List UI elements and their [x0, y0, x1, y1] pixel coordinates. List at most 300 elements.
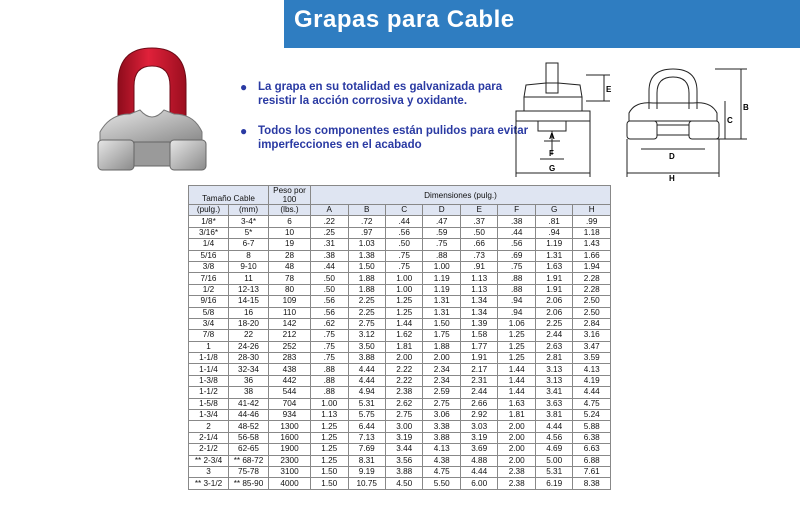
- table-cell: 1600: [269, 432, 311, 443]
- table-cell: 1.31: [535, 250, 572, 261]
- table-cell: 9-10: [229, 261, 269, 272]
- table-cell: 2300: [269, 455, 311, 466]
- table-cell: 10: [269, 227, 311, 238]
- page-title: Grapas para Cable: [294, 6, 515, 33]
- table-cell: 3.47: [573, 341, 611, 352]
- table-cell: 1.19: [423, 284, 460, 295]
- unit-mm-header: (mm): [229, 205, 269, 216]
- table-cell: 1.50: [423, 318, 460, 329]
- table-cell: 2.06: [535, 307, 572, 318]
- table-cell: 2.00: [423, 353, 460, 364]
- table-cell: 544: [269, 387, 311, 398]
- table-cell: 1.44: [385, 318, 422, 329]
- table-cell: 3/4: [189, 318, 229, 329]
- table-cell: 4.50: [385, 478, 422, 489]
- table-cell: .25: [311, 227, 348, 238]
- table-cell: 1.63: [535, 261, 572, 272]
- table-cell: .66: [460, 239, 497, 250]
- table-cell: .31: [311, 239, 348, 250]
- table-cell: 7/16: [189, 273, 229, 284]
- table-cell: .88: [423, 250, 460, 261]
- table-cell: 2: [189, 421, 229, 432]
- table-cell: .72: [348, 216, 385, 227]
- table-cell: 6.00: [460, 478, 497, 489]
- table-row: [189, 227, 611, 238]
- table-cell: .50: [460, 227, 497, 238]
- table-cell: 3: [189, 466, 229, 477]
- table-cell: .75: [311, 341, 348, 352]
- table-cell: 3.19: [385, 432, 422, 443]
- table-cell: .50: [311, 284, 348, 295]
- table-cell: 38: [229, 387, 269, 398]
- table-row: [189, 478, 611, 489]
- table-cell: 8: [229, 250, 269, 261]
- table-cell: 2.28: [573, 273, 611, 284]
- dim-col-header: C: [385, 205, 422, 216]
- table-cell: 2.34: [423, 364, 460, 375]
- table-cell: 2.22: [385, 375, 422, 386]
- table-cell: 438: [269, 364, 311, 375]
- table-cell: 1.18: [573, 227, 611, 238]
- table-cell: 6.44: [348, 421, 385, 432]
- dim-label: G: [549, 164, 556, 173]
- table-cell: 78: [269, 273, 311, 284]
- table-cell: 9/16: [189, 296, 229, 307]
- table-cell: 4.69: [535, 444, 572, 455]
- table-row: [189, 318, 611, 329]
- table-cell: 6.88: [573, 455, 611, 466]
- front-view-diagram: [625, 65, 755, 183]
- table-cell: 1.50: [348, 261, 385, 272]
- table-cell: 3.44: [385, 444, 422, 455]
- table-cell: 2.62: [385, 398, 422, 409]
- table-cell: 3/16*: [189, 227, 229, 238]
- table-cell: 5.31: [535, 466, 572, 477]
- table-cell: 4.44: [535, 421, 572, 432]
- table-row: [189, 307, 611, 318]
- table-cell: 4.44: [348, 375, 385, 386]
- table-cell: 2.06: [535, 296, 572, 307]
- table-cell: 109: [269, 296, 311, 307]
- table-cell: 1.44: [498, 364, 535, 375]
- dim-col-header: H: [573, 205, 611, 216]
- table-cell: 1.34: [460, 307, 497, 318]
- table-cell: 3.38: [423, 421, 460, 432]
- table-cell: 1.50: [311, 478, 348, 489]
- unit-inch-header: (pulg.): [189, 205, 229, 216]
- table-cell: 11: [229, 273, 269, 284]
- table-row: [189, 273, 611, 284]
- table-cell: 1.38: [348, 250, 385, 261]
- table-cell: .50: [385, 239, 422, 250]
- table-row: [189, 387, 611, 398]
- table-cell: 2.25: [348, 307, 385, 318]
- table-cell: 2.66: [460, 398, 497, 409]
- table-cell: 7.61: [573, 466, 611, 477]
- table-cell: .94: [498, 296, 535, 307]
- table-cell: 4.19: [573, 375, 611, 386]
- table-cell: 10.75: [348, 478, 385, 489]
- table-cell: .94: [498, 307, 535, 318]
- dim-label: H: [669, 174, 675, 183]
- table-cell: 1: [189, 341, 229, 352]
- table-cell: 1.03: [348, 239, 385, 250]
- table-cell: 5.00: [535, 455, 572, 466]
- table-cell: 1.94: [573, 261, 611, 272]
- table-row: [189, 353, 611, 364]
- table-cell: 2.00: [385, 353, 422, 364]
- table-cell: 1-1/4: [189, 364, 229, 375]
- table-cell: 2.28: [573, 284, 611, 295]
- table-cell: 1-5/8: [189, 398, 229, 409]
- table-cell: 1.25: [385, 307, 422, 318]
- table-cell: 2.75: [385, 410, 422, 421]
- table-row: [189, 466, 611, 477]
- table-cell: .56: [498, 239, 535, 250]
- table-cell: 1.81: [498, 410, 535, 421]
- table-cell: 2.75: [348, 318, 385, 329]
- table-cell: 22: [229, 330, 269, 341]
- table-cell: 5/8: [189, 307, 229, 318]
- table-cell: .44: [385, 216, 422, 227]
- table-cell: .75: [385, 261, 422, 272]
- table-cell: 1-1/2: [189, 387, 229, 398]
- dim-col-header: F: [498, 205, 535, 216]
- table-cell: 1.34: [460, 296, 497, 307]
- table-cell: 2.38: [498, 466, 535, 477]
- dim-label: F: [549, 149, 554, 158]
- table-cell: 3.69: [460, 444, 497, 455]
- table-row: [189, 364, 611, 375]
- table-cell: 4.44: [460, 466, 497, 477]
- table-cell: 16: [229, 307, 269, 318]
- table-cell: 2.17: [460, 364, 497, 375]
- table-cell: ** 3-1/2: [189, 478, 229, 489]
- table-cell: 252: [269, 341, 311, 352]
- table-cell: 2.38: [385, 387, 422, 398]
- table-cell: 1-3/8: [189, 375, 229, 386]
- dimensions-header: Dimensiones (pulg.): [311, 186, 611, 205]
- dim-label: D: [669, 152, 675, 161]
- title-banner: [284, 0, 800, 48]
- table-cell: 80: [269, 284, 311, 295]
- table-cell: 1.44: [498, 387, 535, 398]
- table-cell: 56-58: [229, 432, 269, 443]
- table-cell: 5.31: [348, 398, 385, 409]
- table-cell: 6-7: [229, 239, 269, 250]
- table-cell: 41-42: [229, 398, 269, 409]
- table-row: [189, 375, 611, 386]
- table-cell: 62-65: [229, 444, 269, 455]
- table-cell: 1.25: [498, 353, 535, 364]
- table-cell: 5/16: [189, 250, 229, 261]
- table-cell: .44: [311, 261, 348, 272]
- table-cell: .94: [535, 227, 572, 238]
- table-cell: 1.91: [535, 273, 572, 284]
- table-cell: 934: [269, 410, 311, 421]
- table-cell: 4.44: [573, 387, 611, 398]
- table-cell: .62: [311, 318, 348, 329]
- table-cell: 5.50: [423, 478, 460, 489]
- table-cell: .38: [311, 250, 348, 261]
- table-cell: 1.13: [311, 410, 348, 421]
- cable-clamp-photo: [90, 44, 215, 179]
- table-cell: 8.31: [348, 455, 385, 466]
- table-cell: 19: [269, 239, 311, 250]
- table-cell: 3.59: [573, 353, 611, 364]
- table-cell: .56: [311, 296, 348, 307]
- table-row: [189, 398, 611, 409]
- table-cell: .88: [311, 375, 348, 386]
- table-cell: 442: [269, 375, 311, 386]
- table-cell: 1/2: [189, 284, 229, 295]
- table-cell: 1/8*: [189, 216, 229, 227]
- table-cell: 2.25: [348, 296, 385, 307]
- dim-col-header: D: [423, 205, 460, 216]
- table-cell: 2.00: [498, 444, 535, 455]
- table-cell: 4.75: [573, 398, 611, 409]
- table-cell: 3.88: [385, 466, 422, 477]
- table-cell: 4.88: [460, 455, 497, 466]
- table-cell: .81: [535, 216, 572, 227]
- table-row: [189, 455, 611, 466]
- dim-label: C: [727, 116, 733, 125]
- table-cell: .88: [311, 387, 348, 398]
- feature-item: ● Todos los componentes están pulidos para evitar imperfecciones en el acabado: [240, 124, 529, 151]
- table-cell: 2.92: [460, 410, 497, 421]
- table-cell: 3.06: [423, 410, 460, 421]
- table-cell: 5.24: [573, 410, 611, 421]
- table-cell: .50: [311, 273, 348, 284]
- table-cell: 14-15: [229, 296, 269, 307]
- table-cell: 1.43: [573, 239, 611, 250]
- table-cell: 1.25: [498, 330, 535, 341]
- table-cell: 2.00: [498, 455, 535, 466]
- table-row: [189, 239, 611, 250]
- table-cell: .75: [498, 261, 535, 272]
- table-cell: 48-52: [229, 421, 269, 432]
- table-cell: 2.31: [460, 375, 497, 386]
- table-row: [189, 284, 611, 295]
- table-cell: 24-26: [229, 341, 269, 352]
- table-cell: 1.75: [423, 330, 460, 341]
- table-cell: 1.00: [423, 261, 460, 272]
- table-cell: 704: [269, 398, 311, 409]
- table-cell: .75: [311, 353, 348, 364]
- table-cell: 5.88: [573, 421, 611, 432]
- table-cell: 1.00: [385, 284, 422, 295]
- table-cell: .47: [423, 216, 460, 227]
- table-cell: 4.13: [423, 444, 460, 455]
- table-cell: .88: [498, 273, 535, 284]
- table-cell: 1.88: [348, 284, 385, 295]
- table-cell: 1.88: [423, 341, 460, 352]
- table-cell: 3.12: [348, 330, 385, 341]
- table-cell: .75: [385, 250, 422, 261]
- table-row: [189, 432, 611, 443]
- table-cell: 7/8: [189, 330, 229, 341]
- table-cell: 1.44: [498, 375, 535, 386]
- table-cell: 28-30: [229, 353, 269, 364]
- table-body: [189, 216, 611, 489]
- table-cell: 5*: [229, 227, 269, 238]
- table-cell: 5.75: [348, 410, 385, 421]
- table-cell: 1.25: [311, 421, 348, 432]
- table-cell: 2.84: [573, 318, 611, 329]
- table-cell: 4000: [269, 478, 311, 489]
- table-cell: 2.25: [535, 318, 572, 329]
- table-cell: 1.77: [460, 341, 497, 352]
- table-cell: 2.38: [498, 478, 535, 489]
- table-cell: 1.91: [460, 353, 497, 364]
- table-cell: 7.13: [348, 432, 385, 443]
- table-cell: 3.00: [385, 421, 422, 432]
- table-cell: 3.63: [535, 398, 572, 409]
- table-cell: 1.62: [385, 330, 422, 341]
- table-cell: .91: [460, 261, 497, 272]
- table-cell: 3.19: [460, 432, 497, 443]
- table-cell: 1.88: [348, 273, 385, 284]
- table-cell: .22: [311, 216, 348, 227]
- table-cell: .99: [573, 216, 611, 227]
- bullet-icon: ●: [240, 80, 248, 94]
- table-row: [189, 421, 611, 432]
- table-cell: 2.00: [498, 432, 535, 443]
- table-cell: 1-3/4: [189, 410, 229, 421]
- unit-lbs-header: (lbs.): [269, 205, 311, 216]
- table-cell: 1.13: [460, 284, 497, 295]
- table-cell: 1.25: [311, 432, 348, 443]
- table-cell: .56: [385, 227, 422, 238]
- table-cell: 1.63: [498, 398, 535, 409]
- table-cell: 3.88: [348, 353, 385, 364]
- table-cell: 28: [269, 250, 311, 261]
- dim-label: E: [606, 85, 612, 94]
- table-row: [189, 341, 611, 352]
- dim-label: A: [549, 132, 555, 141]
- table-cell: ** 68-72: [229, 455, 269, 466]
- table-cell: 2.00: [498, 421, 535, 432]
- table-cell: 1.19: [535, 239, 572, 250]
- table-cell: 36: [229, 375, 269, 386]
- table-cell: 4.44: [348, 364, 385, 375]
- table-cell: 1.39: [460, 318, 497, 329]
- table-cell: 1.58: [460, 330, 497, 341]
- side-view-diagram: [510, 55, 625, 185]
- table-cell: .59: [423, 227, 460, 238]
- table-cell: 2.50: [573, 296, 611, 307]
- table-cell: 212: [269, 330, 311, 341]
- table-cell: 18-20: [229, 318, 269, 329]
- table-cell: 3/8: [189, 261, 229, 272]
- table-cell: 8.38: [573, 478, 611, 489]
- table-cell: 2.44: [460, 387, 497, 398]
- table-cell: 6.19: [535, 478, 572, 489]
- table-cell: ** 85-90: [229, 478, 269, 489]
- table-cell: 142: [269, 318, 311, 329]
- weight-header: Peso por 100: [269, 186, 311, 205]
- table-cell: 3.88: [423, 432, 460, 443]
- table-cell: 3.41: [535, 387, 572, 398]
- table-cell: 3.81: [535, 410, 572, 421]
- table-cell: 1.00: [385, 273, 422, 284]
- table-cell: 3.56: [385, 455, 422, 466]
- dim-col-header: B: [348, 205, 385, 216]
- table-cell: 2.50: [573, 307, 611, 318]
- dim-col-header: E: [460, 205, 497, 216]
- table-cell: 4.56: [535, 432, 572, 443]
- table-cell: 1.31: [423, 307, 460, 318]
- table-cell: 1.91: [535, 284, 572, 295]
- table-cell: .56: [311, 307, 348, 318]
- table-cell: 4.94: [348, 387, 385, 398]
- dim-col-header: G: [535, 205, 572, 216]
- table-cell: 1300: [269, 421, 311, 432]
- table-cell: 2-1/2: [189, 444, 229, 455]
- table-cell: .88: [498, 284, 535, 295]
- table-cell: 1900: [269, 444, 311, 455]
- table-cell: .75: [311, 330, 348, 341]
- size-header: Tamaño Cable: [189, 186, 269, 205]
- table-cell: 7.69: [348, 444, 385, 455]
- table-cell: .37: [460, 216, 497, 227]
- table-cell: 4.13: [573, 364, 611, 375]
- table-cell: 1.19: [423, 273, 460, 284]
- table-cell: 2.34: [423, 375, 460, 386]
- table-cell: 3.13: [535, 364, 572, 375]
- table-cell: 1-1/8: [189, 353, 229, 364]
- table-cell: 1.50: [311, 466, 348, 477]
- table-cell: .88: [311, 364, 348, 375]
- table-cell: 1.81: [385, 341, 422, 352]
- table-cell: 3.13: [535, 375, 572, 386]
- dim-label: B: [743, 103, 749, 112]
- table-cell: 32-34: [229, 364, 269, 375]
- table-cell: 3100: [269, 466, 311, 477]
- table-cell: 1.31: [423, 296, 460, 307]
- table-cell: 2.81: [535, 353, 572, 364]
- table-cell: 6.38: [573, 432, 611, 443]
- table-cell: .69: [498, 250, 535, 261]
- feature-list: [240, 80, 540, 168]
- table-row: [189, 261, 611, 272]
- table-row: [189, 444, 611, 455]
- table-cell: 75-78: [229, 466, 269, 477]
- feature-item: ● La grapa en su totalidad es galvanizada para resistir la acción corrosiva y oxidante.: [240, 80, 503, 107]
- dim-col-header: A: [311, 205, 348, 216]
- table-row: [189, 330, 611, 341]
- table-cell: 2.22: [385, 364, 422, 375]
- table-cell: 1.06: [498, 318, 535, 329]
- table-cell: 2.59: [423, 387, 460, 398]
- table-cell: 48: [269, 261, 311, 272]
- table-cell: 6.63: [573, 444, 611, 455]
- table-cell: 1/4: [189, 239, 229, 250]
- table-cell: ** 2-3/4: [189, 455, 229, 466]
- table-cell: 4.75: [423, 466, 460, 477]
- table-cell: 2-1/4: [189, 432, 229, 443]
- dimensions-table: [188, 185, 611, 490]
- table-cell: 6: [269, 216, 311, 227]
- table-cell: 2.44: [535, 330, 572, 341]
- table-cell: 2.75: [423, 398, 460, 409]
- table-row: [189, 216, 611, 227]
- table-cell: 3.03: [460, 421, 497, 432]
- table-row: [189, 410, 611, 421]
- bullet-icon: ●: [240, 124, 248, 138]
- table-cell: 1.66: [573, 250, 611, 261]
- table-cell: .73: [460, 250, 497, 261]
